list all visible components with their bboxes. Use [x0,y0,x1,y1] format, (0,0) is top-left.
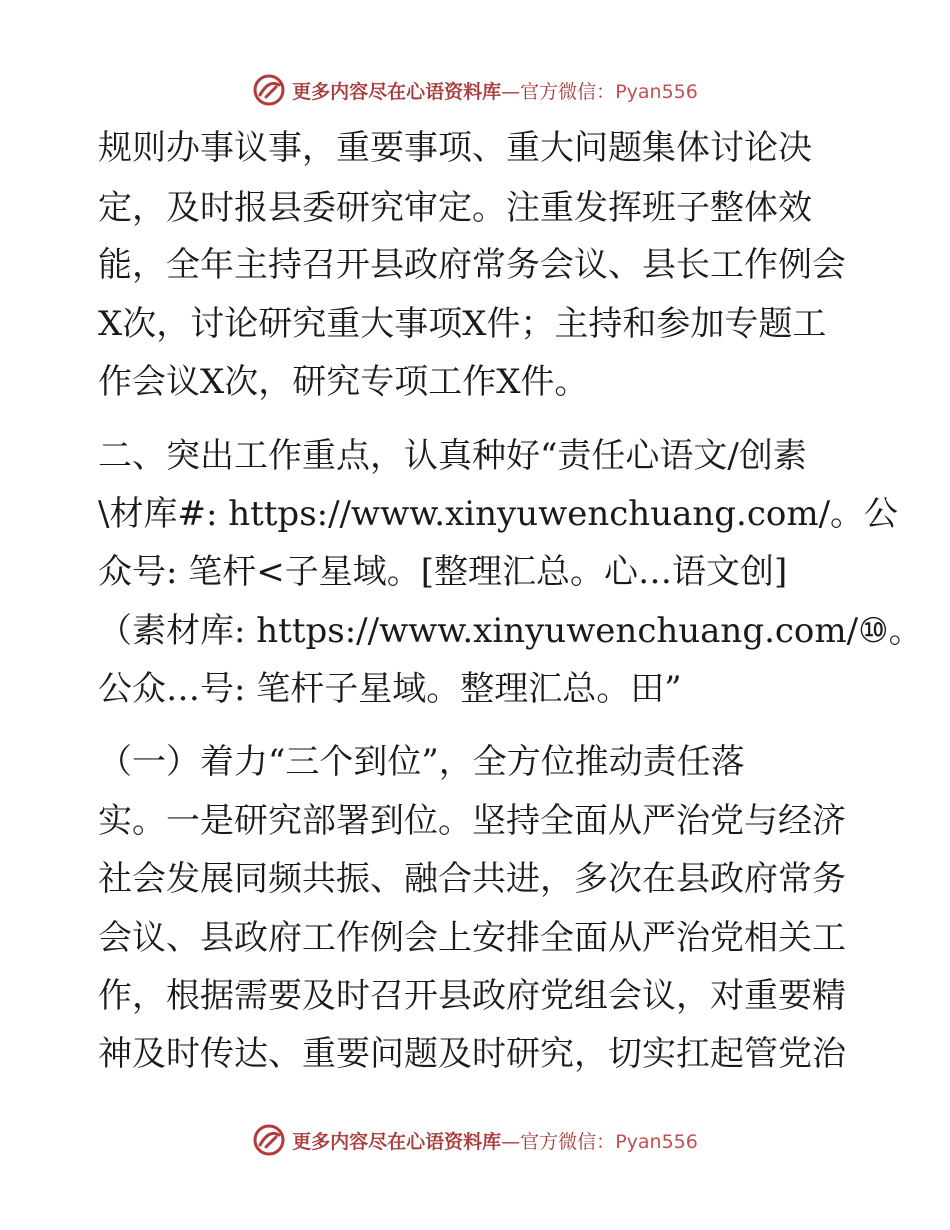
watermark-wechat-id: Pyan556 [615,1130,698,1153]
watermark-separator: — [501,1130,521,1153]
logo-icon [252,1123,286,1157]
text-line: 社会发展同频共振、融合共进，多次在县政府常务 [98,859,846,899]
text-line: 作，根据需要及时召开县政府党组会议，对重要精 [98,976,846,1016]
watermark-text [292,77,698,104]
text-line: 能，全年主持召开县政府常务会议、县长工作例会 [98,245,846,285]
footer-watermark [0,1120,950,1160]
text-line: 神及时传达、重要问题及时研究，切实扛起管党治 [98,1034,846,1074]
text-line: 公众…号: 笔杆子星域。整理汇总。田” [98,669,682,709]
text-line: 实。一是研究部署到位。坚持全面从严治党与经济 [98,801,846,841]
text-line: （素材库: https://www.xinyuwenchuang.com/⑩。 [98,611,923,651]
watermark-separator: — [501,80,521,103]
logo-icon [252,73,286,107]
text-line: X次，讨论研究重大事项X件；主持和参加专题工 [98,304,827,344]
text-line: \材库#: https://www.xinyuwenchuang.com/。公 [98,494,899,534]
watermark-title: 更多内容尽在心语资料库 [292,1130,502,1153]
watermark-wechat-label: 官方微信： [520,1130,616,1153]
watermark-text [292,1127,698,1154]
header-watermark [0,70,950,110]
text-line: 作会议X次，研究专项工作X件。 [98,362,589,402]
watermark-title: 更多内容尽在心语资料库 [292,80,502,103]
watermark-wechat-id: Pyan556 [615,80,698,103]
text-line: 定，及时报县委研究审定。注重发挥班子整体效 [98,188,812,228]
text-line: 众号: 笔杆<子星域。[整理汇总。心…语文创] [98,552,788,592]
text-line: （一）着力“三个到位”，全方位推动责任落 [98,742,745,782]
watermark-wechat-label: 官方微信： [520,80,616,103]
text-line: 规则办事议事，重要事项、重大问题集体讨论决 [98,128,812,168]
text-line: 会议、县政府工作例会上安排全面从严治党相关工 [98,918,846,958]
text-line: 二、突出工作重点，认真种好“责任心语文/创素 [98,436,807,476]
